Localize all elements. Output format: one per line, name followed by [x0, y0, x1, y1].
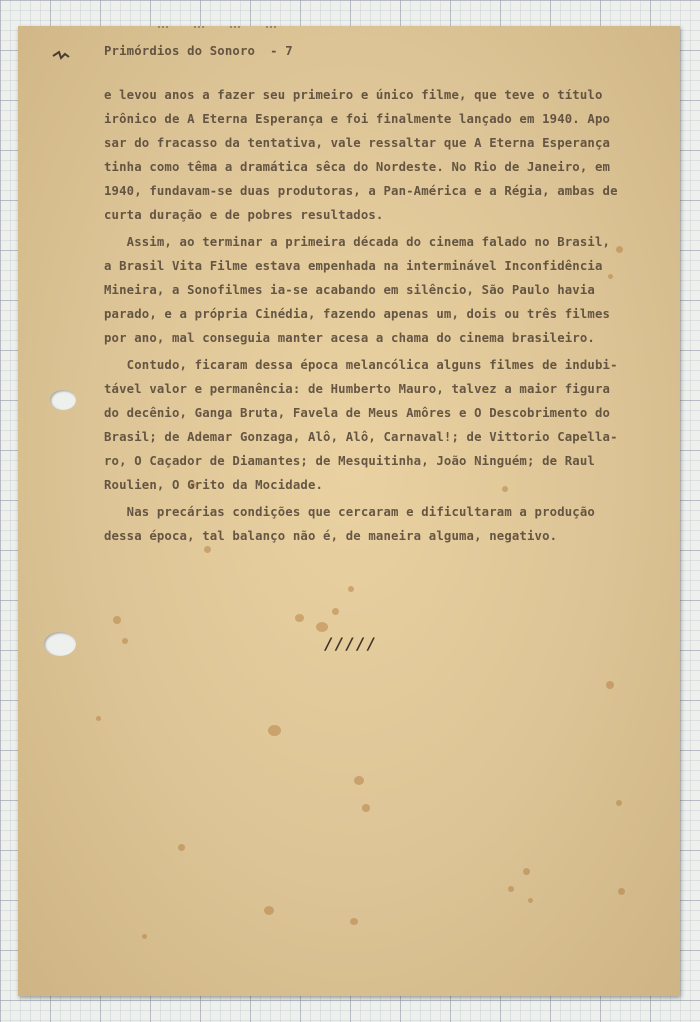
document-page	[18, 26, 680, 996]
text-line: sar do fracasso da tentativa, vale ressaltar que A Eterna Esperança	[104, 136, 611, 150]
text-line: Assim, ao terminar a primeira década do cinema falado no Brasil,	[104, 235, 611, 249]
punch-hole-bottom	[44, 632, 76, 656]
text-line: irônico de A Eterna Esperança e foi finalmente lançado em 1940. Apo	[104, 112, 611, 126]
text-line: a Brasil Vita Filme estava empenhada na interminável Inconfidência	[104, 259, 603, 273]
text-line: dessa época, tal balanço não é, de maneira alguma, negativo.	[104, 529, 558, 543]
text-line: e levou anos a fazer seu primeiro e único filme, que teve o título	[104, 88, 603, 102]
text-line: parado, e a própria Cinédia, fazendo apenas um, dois ou três filmes	[104, 307, 611, 321]
text-line: 1940, fundavam-se duas produtoras, a Pan-América e a Régia, ambas de	[104, 184, 618, 198]
text-line: ro, O Caçador de Diamantes; de Mesquitinha, João Ninguém; de Raul	[104, 454, 595, 468]
text-line: Brasil; de Ademar Gonzaga, Alô, Alô, Carnaval!; de Vittorio Capella-	[104, 430, 618, 444]
handwritten-mark-icon	[52, 50, 70, 60]
punch-hole-top	[50, 390, 76, 410]
text-line: tável valor e permanência: de Humberto Mauro, talvez a maior figura	[104, 382, 611, 396]
text-line: tinha como têma a dramática sêca do Nordeste. No Rio de Janeiro, em	[104, 160, 611, 174]
end-mark: /////	[324, 634, 378, 653]
text-line: Roulien, O Grito da Mocidade.	[104, 478, 324, 492]
text-line: do decênio, Ganga Bruta, Favela de Meus Amôres e O Descobrimento do	[104, 406, 611, 420]
text-line: curta duração e de pobres resultados.	[104, 208, 384, 222]
text-line: Nas precárias condições que cercaram e dificultaram a produção	[104, 505, 595, 519]
text-line: Mineira, a Sonofilmes ia-se acabando em silêncio, São Paulo havia	[104, 283, 595, 297]
text-line: por ano, mal conseguia manter acesa a chama do cinema brasileiro.	[104, 331, 595, 345]
text-line: Contudo, ficaram dessa época melancólica alguns filmes de indubi-	[104, 358, 618, 372]
page-header: Primórdios do Sonoro - 7	[104, 44, 293, 58]
